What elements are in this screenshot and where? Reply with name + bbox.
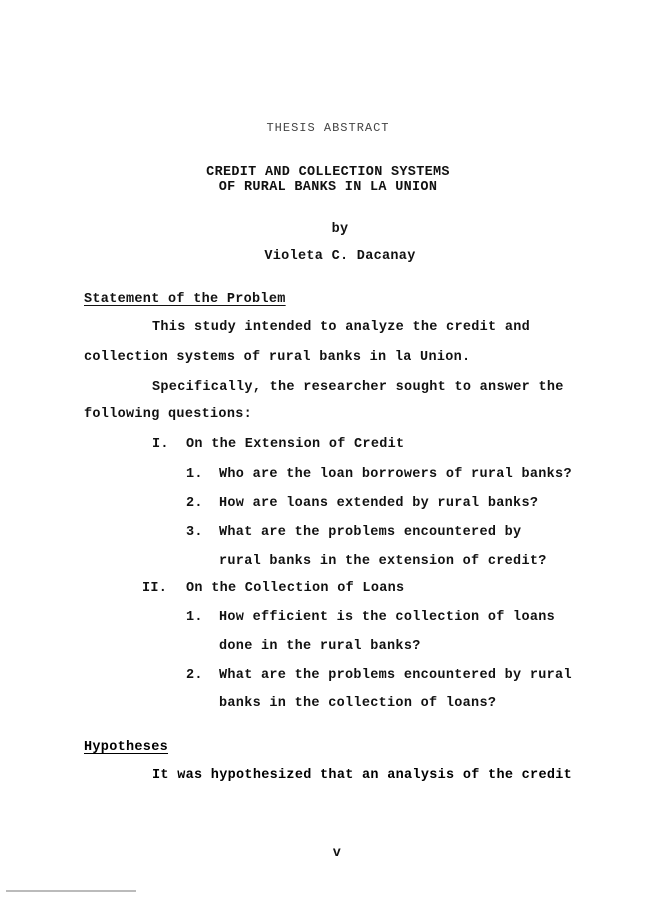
- section-1-numeral: I.: [152, 437, 169, 452]
- section-1-item-1-text: Who are the loan borrowers of rural banks?: [219, 467, 572, 482]
- section-2-item-1-text-line-1: How efficient is the collection of loans: [219, 610, 556, 625]
- section-1-item-3-text-line-2: rural banks in the extension of credit?: [219, 554, 547, 569]
- section-2-item-1-text-line-2: done in the rural banks?: [219, 639, 421, 654]
- section-2-item-2-number: 2.: [186, 668, 203, 683]
- section-1-title: On the Extension of Credit: [186, 437, 405, 452]
- section-1-item-2-text: How are loans extended by rural banks?: [219, 496, 539, 511]
- hypotheses-line-1: It was hypothesized that an analysis of the credit: [152, 768, 573, 783]
- section-1-item-3-number: 3.: [186, 525, 203, 540]
- paragraph-2-line-1: Specifically, the researcher sought to answer the: [152, 380, 564, 395]
- title-line-2: OF RURAL BANKS IN LA UNION: [218, 180, 438, 195]
- section-2-item-2-text-line-2: banks in the collection of loans?: [219, 696, 497, 711]
- paragraph-1-line-1: This study intended to analyze the credit and: [152, 320, 531, 335]
- paragraph-2-line-2: following questions:: [84, 407, 253, 422]
- title-line-1: CREDIT AND COLLECTION SYSTEMS: [206, 165, 450, 180]
- section-1-item-2-number: 2.: [186, 496, 203, 511]
- section-2-title: On the Collection of Loans: [186, 581, 405, 596]
- abstract-label: THESIS ABSTRACT: [266, 121, 390, 135]
- section-2-item-1-number: 1.: [186, 610, 203, 625]
- section-2-numeral: II.: [142, 581, 168, 596]
- section-2-item-2-text-line-1: What are the problems encountered by rural: [219, 668, 572, 683]
- page-number-mark: v: [332, 846, 342, 861]
- section-1-item-3-text-line-1: What are the problems encountered by: [219, 525, 522, 540]
- statement-heading: Statement of the Problem: [84, 292, 286, 307]
- byline: by: [331, 222, 349, 237]
- author-name: Violeta C. Dacanay: [264, 249, 416, 264]
- scan-footer-mark: [6, 890, 136, 892]
- paragraph-1-line-2: collection systems of rural banks in la Union.: [84, 350, 471, 365]
- section-1-item-1-number: 1.: [186, 467, 203, 482]
- hypotheses-heading: Hypotheses: [84, 740, 169, 755]
